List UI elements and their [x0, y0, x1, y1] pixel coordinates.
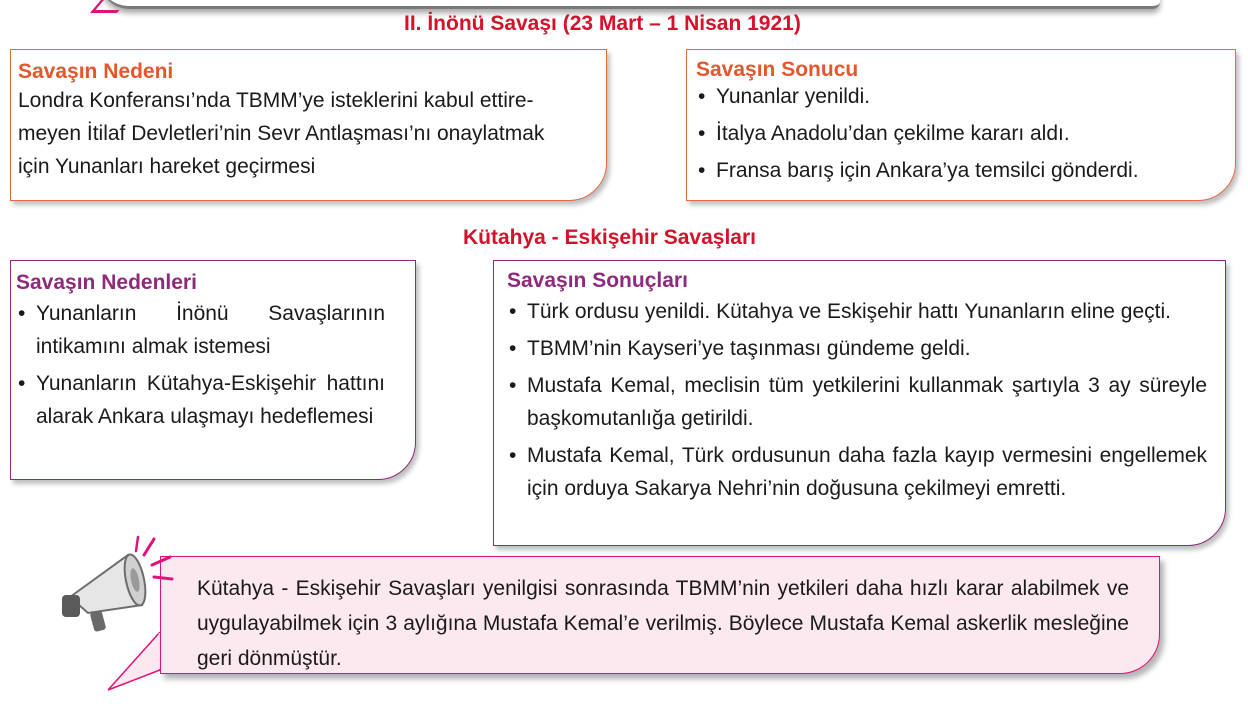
section1-title: II. İnönü Savaşı (23 Mart – 1 Nisan 1921) — [404, 12, 801, 35]
cause-line: için Yunanları hareket geçirmesi — [18, 155, 316, 178]
cause-box-inonu — [10, 49, 607, 201]
list-item: • Türk ordusu yenildi. Kütahya ve Eskişehir hattı Yunanların eline geçti. — [507, 295, 1207, 328]
cause-heading: Savaşın Nedeni — [18, 60, 174, 83]
list-item: • Mustafa Kemal, Türk ordusunun daha fazla kayıp vermesini engellemek için orduya Sakarya Nehri’nin doğusuna çekilmeyi emretti. — [507, 439, 1207, 505]
list-item: • Mustafa Kemal, meclisin tüm yetkilerini kullanmak şartıyla 3 ay süreyle başkomutanlığa getirildi. — [507, 369, 1207, 435]
result-list — [696, 80, 1225, 187]
causes-box-kutahya — [10, 260, 416, 480]
results-list — [507, 295, 1207, 505]
results-box-kutahya — [493, 260, 1226, 546]
result-heading: Savaşın Sonucu — [696, 58, 859, 81]
note-text: Kütahya - Eskişehir Savaşları yenilgisi sonrasında TBMM’nin yetkileri daha hızlı karar alabilmek ve uygulayabilmek için 3 aylığına Mustafa Kemal’e verilmiş. Böylece Mustafa Kemal askerlik mesleğine geri dönmüştür. — [197, 577, 1129, 670]
section2-title: Kütahya - Eskişehir Savaşları — [463, 226, 756, 249]
previous-box-edge — [100, 0, 1160, 9]
info-note — [160, 556, 1160, 674]
causes-list — [16, 297, 385, 433]
list-item: • İtalya Anadolu’dan çekilme kararı aldı. — [696, 117, 1225, 150]
list-item: • TBMM’nin Kayseri’ye taşınması gündeme geldi. — [507, 332, 1207, 365]
list-item: • Fransa barış için Ankara’ya temsilci gönderdi. — [696, 154, 1225, 187]
cause-line: meyen İtilaf Devletleri’nin Sevr Antlaşması’nı onaylatmak — [18, 122, 545, 145]
cause-line: Londra Konferansı’nda TBMM’ye isteklerini kabul ettire- — [18, 89, 534, 112]
causes-heading: Savaşın Nedenleri — [16, 271, 197, 294]
results-heading: Savaşın Sonuçları — [507, 269, 688, 292]
list-item: • Yunanların İnönü Savaşlarının intikamını almak istemesi — [16, 297, 385, 363]
cause-text — [18, 84, 596, 183]
megaphone-icon — [58, 535, 178, 635]
result-box-inonu — [686, 49, 1236, 201]
list-item: • Yunanlar yenildi. — [696, 80, 1225, 113]
list-item: • Yunanların Kütahya-Eskişehir hattını alarak Ankara ulaşmayı hedeflemesi — [16, 367, 385, 433]
